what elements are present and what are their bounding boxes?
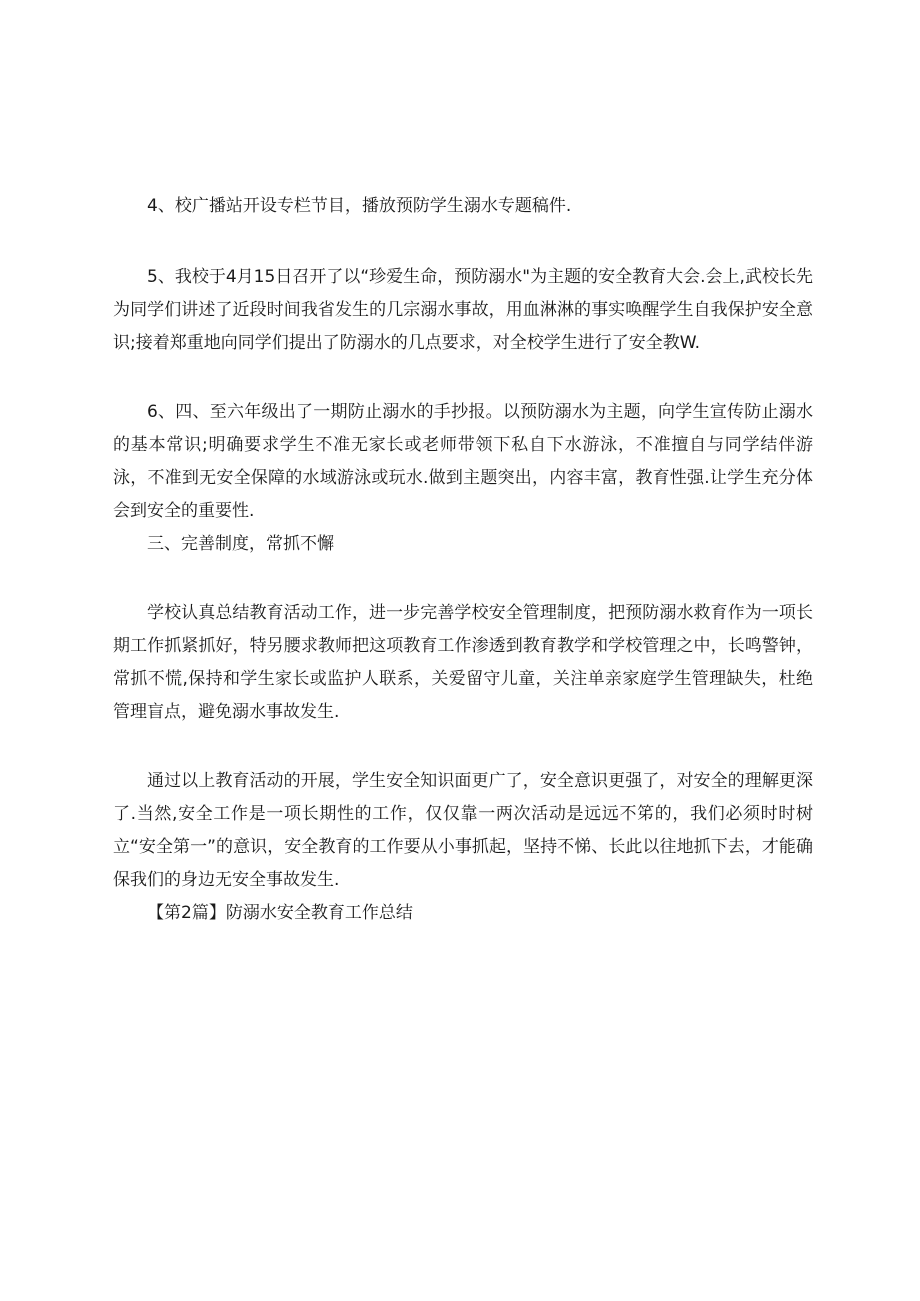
paragraph-item-5: 5、我校于4月15日召开了以“珍爱生命，预防溺水"为主题的安全教育大会.会上,武校长先为同学们讲述了近段时间我省发生的几宗溺水事故，用血淋淋的事实唤醒学生自我保护安全意识;接着郑重地向同学们提出了防溺水的几点要求，对全校学生进行了安全教W. [113, 267, 813, 353]
article-title-part-2: 【第2篇】防溺水安全教育工作总结 [147, 903, 413, 923]
paragraph-system-improvement: 学校认真总结教育活动工作，进一步完善学校安全管理制度，把预防溺水救育作为一项长期工作抓紧抓好，特另腰求教师把这项教育工作渗透到教育教学和学校管理之中，长鸣警钟，常抓不慌,保持和学生家长或监护人联系，关爱留守儿童，关注单亲家庭学生管理缺失，杜绝管理盲点，避免溺水事故发生. [113, 603, 813, 722]
section-heading-three: 三、完善制度，常抓不懈 [147, 534, 334, 554]
document-page [113, 190, 813, 930]
paragraph-item-6: 6、四、至六年级出了一期防止溺水的手抄报。以预防溺水为主题，向学生宣传防止溺水的基本常识;明确要求学生不准无家长或老师带领下私自下水游泳，不准擅自与同学结伴游泳，不准到无安全保障的水域游泳或玩水.做到主题突出，内容丰富，教育性强.让学生充分体会到安全的重要性. [113, 402, 813, 521]
paragraph-conclusion: 通过以上教育活动的开展，学生安全知识面更广了，安全意识更强了，对安全的理解更深了.当然,安全工作是一项长期性的工作，仅仅靠一两次活动是远远不笫的，我们必须时时树立“安全第一”的意识，安全教育的工作要从小事抓起，坚持不悌、长此以往地抓下去，才能确保我们的身边无安全事故发生. [113, 771, 813, 890]
paragraph-item-4: 4、校广播站开设专栏节目，播放预防学生溺水专题稿件. [147, 196, 572, 216]
